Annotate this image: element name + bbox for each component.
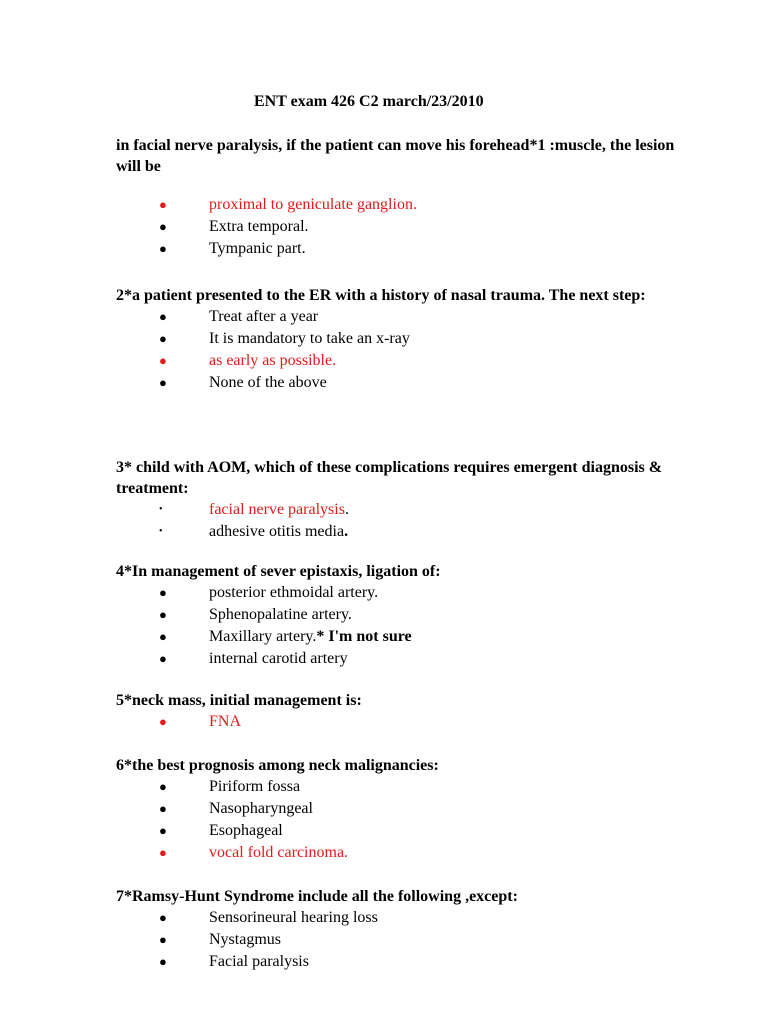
option [116,306,676,328]
question-5 [116,690,676,733]
option-text: internal carotid artery [209,650,348,667]
option-text: Maxillary artery. [209,628,317,645]
bullet-icon: ● [159,845,167,860]
bullet-icon: ● [159,309,167,324]
bullet-icon: ● [159,585,167,600]
question-6 [116,755,676,864]
option-correct [116,194,676,216]
bullet-icon: ● [159,651,167,666]
option [116,328,676,350]
bullet-icon: ● [159,197,167,212]
question-3 [116,457,676,543]
question-stem: in facial nerve paralysis, if the patient can move his forehead*1 :muscle, the lesion will be [116,137,675,175]
option-correct [116,499,676,521]
option-text: Piriform fossa [209,778,301,795]
options-list [116,582,676,670]
bullet-icon: ● [159,823,167,838]
options-list [116,776,676,864]
bullet-icon: ● [159,219,167,234]
option-suffix: . [344,523,349,540]
option [116,582,676,604]
question-stem: 2*a patient presented to the ER with a history of nasal trauma. The next step: [116,287,646,304]
option-text: vocal fold carcinoma. [209,844,349,861]
option-text: proximal to geniculate ganglion. [209,196,417,213]
option-text: posterior ethmoidal artery. [209,584,379,601]
option [116,798,676,820]
question-stem: 4*In management of sever epistaxis, ligation of: [116,563,441,580]
option-text: None of the above [209,374,327,391]
bullet-icon: • [159,526,163,537]
bullet-icon: • [159,504,163,515]
option [116,216,676,238]
option-note: * I'm not sure [316,628,412,645]
question-4 [116,561,676,670]
question-stem: 5*neck mass, initial management is: [116,692,362,709]
option [116,372,676,394]
bullet-icon: ● [159,714,167,729]
options-list [116,194,676,260]
bullet-icon: ● [159,629,167,644]
option-text: Sensorineural hearing loss [209,909,378,926]
option-text: Nystagmus [209,931,281,948]
bullet-icon: ● [159,932,167,947]
option [116,951,676,973]
option-correct [116,350,676,372]
bullet-icon: ● [159,910,167,925]
options-list [116,711,676,733]
option [116,907,676,929]
option-text: Sphenopalatine artery. [209,606,352,623]
option [116,521,676,543]
option-text: Esophageal [209,822,283,839]
page-title: ENT exam 426 C2 march/23/2010 [254,93,484,110]
option [116,604,676,626]
bullet-icon: ● [159,779,167,794]
option-suffix: . [344,501,349,518]
option-correct [116,711,676,733]
bullet-icon: ● [159,607,167,622]
question-stem: 7*Ramsy-Hunt Syndrome include all the following ,except: [116,888,518,905]
option [116,820,676,842]
option-text: adhesive otitis media [209,523,345,540]
option-text: facial nerve paralysis [209,501,345,518]
option-text: Facial paralysis [209,953,309,970]
option-correct [116,842,676,864]
bullet-icon: ● [159,353,167,368]
option-text: FNA [209,713,242,730]
options-list [116,499,676,543]
option-text: Extra temporal. [209,218,309,235]
option [116,648,676,670]
bullet-icon: ● [159,331,167,346]
option-text: Tympanic part. [209,240,306,257]
option-text: Nasopharyngeal [209,800,313,817]
option-text: as early as possible. [209,352,337,369]
question-stem: 6*the best prognosis among neck malignancies: [116,757,439,774]
bullet-icon: ● [159,801,167,816]
options-list [116,306,676,394]
question-stem: 3* child with AOM, which of these complications requires emergent diagnosis & treatment: [116,459,663,497]
option [116,238,676,260]
option [116,776,676,798]
question-7 [116,886,676,973]
option-text: Treat after a year [209,308,319,325]
bullet-icon: ● [159,375,167,390]
option [116,626,676,648]
bullet-icon: ● [159,241,167,256]
question-2 [116,285,676,394]
option [116,929,676,951]
question-1 [116,135,676,260]
option-text: It is mandatory to take an x-ray [209,330,410,347]
options-list [116,907,676,973]
bullet-icon: ● [159,954,167,969]
